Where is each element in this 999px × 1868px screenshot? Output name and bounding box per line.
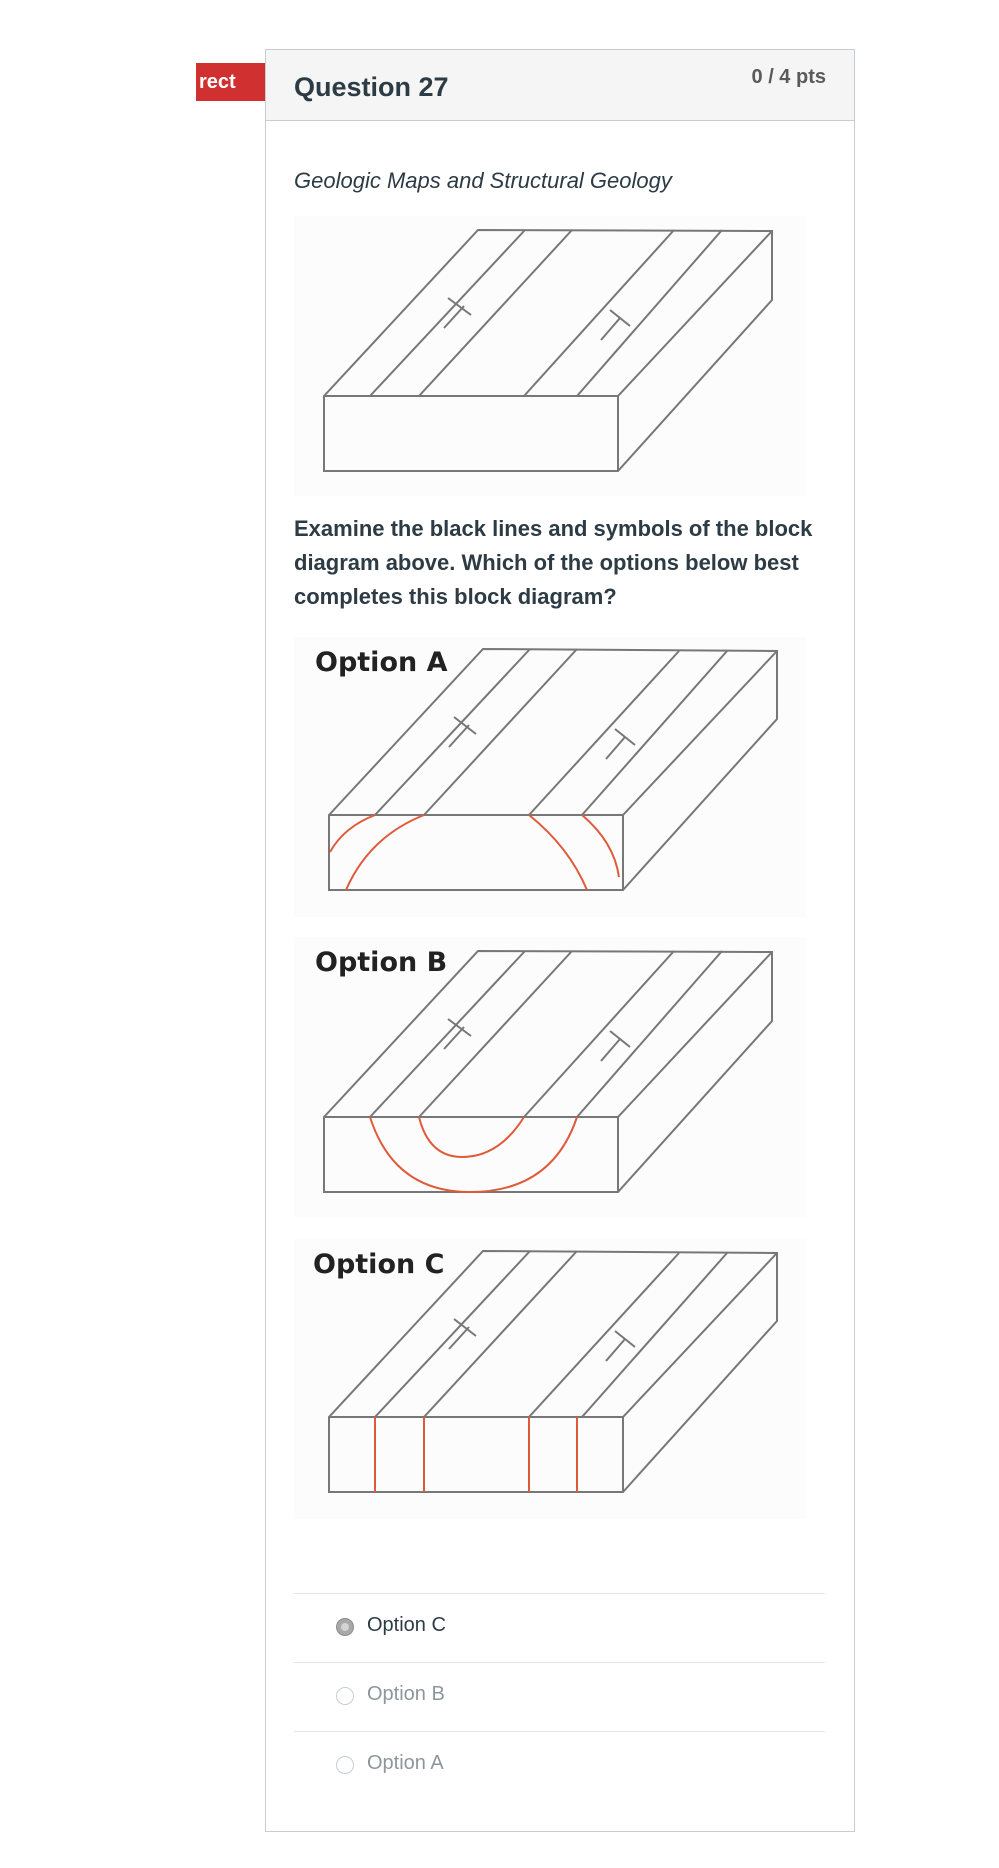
- answer-label: Option B: [367, 1683, 445, 1705]
- question-subtitle: Geologic Maps and Structural Geology: [294, 168, 672, 193]
- radio-selected-icon[interactable]: [336, 1618, 354, 1636]
- answer-list: [294, 1593, 825, 1800]
- incorrect-badge: rect: [196, 63, 273, 101]
- option-c-label: Option C: [313, 1249, 445, 1280]
- option-c-diagram: [294, 1239, 806, 1519]
- option-b-diagram: [294, 937, 806, 1217]
- answer-label: Option A: [367, 1752, 444, 1774]
- answer-option-a[interactable]: [294, 1731, 825, 1800]
- question-points: 0 / 4 pts: [751, 66, 826, 88]
- option-b-label: Option B: [315, 947, 448, 978]
- option-a-diagram: [294, 637, 806, 917]
- question-prompt: Examine the black lines and symbols of the block diagram above. Which of the options below best completes this block diagram?: [294, 516, 813, 609]
- question-header: [266, 50, 854, 121]
- answer-label: Option C: [367, 1614, 446, 1636]
- question-card: [265, 49, 855, 1832]
- option-a-label: Option A: [315, 647, 448, 678]
- answer-option-b[interactable]: [294, 1662, 825, 1731]
- question-title: Question 27: [294, 72, 449, 102]
- radio-empty-icon[interactable]: [336, 1756, 354, 1774]
- answer-option-c[interactable]: [294, 1593, 825, 1662]
- radio-empty-icon[interactable]: [336, 1687, 354, 1705]
- block-diagram-main: [294, 216, 806, 496]
